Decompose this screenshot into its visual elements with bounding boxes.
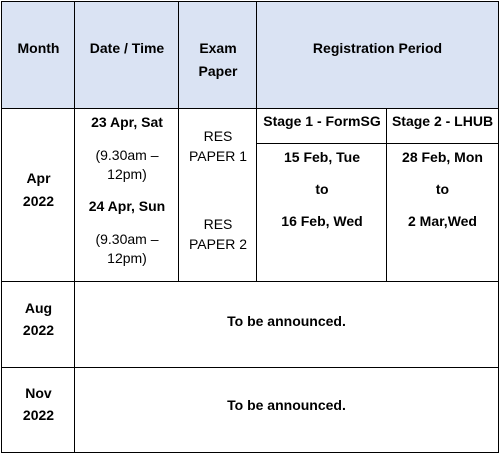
row-nov-month-line2: 2022 <box>22 407 55 423</box>
session-2-paper-line2: PAPER 2 <box>188 236 248 252</box>
stage-2-end: 2 Mar,Wed <box>408 213 477 229</box>
row-apr-month <box>2 108 75 282</box>
header-exam-paper <box>179 2 257 108</box>
session-2-time-line1: (9.30am – <box>95 231 159 247</box>
header-registration-period <box>257 2 498 108</box>
row-nov-month-line1: Nov <box>25 385 52 401</box>
row-aug-month <box>2 282 75 368</box>
stage-1-title: Stage 1 - FormSG <box>263 113 381 129</box>
row-nov-note-text: To be announced. <box>227 397 346 413</box>
row-apr-month-line1: Apr <box>26 170 51 186</box>
stage-1-to: to <box>315 181 329 197</box>
border-paper-col <box>256 1 257 282</box>
session-2-paper-line1: RES <box>203 216 233 232</box>
session-2-time-line2: 12pm) <box>107 250 147 266</box>
stage-2-to: to <box>435 181 450 197</box>
session-2-date: 24 Apr, Sun <box>88 198 166 214</box>
row-apr-exam-paper <box>179 108 257 282</box>
row-aug-note-text: To be announced. <box>227 313 346 329</box>
row-apr-date-time <box>75 108 179 282</box>
row-nov-note <box>75 368 498 452</box>
stage-2-cell <box>387 108 498 282</box>
border-right <box>498 1 499 453</box>
stage-2-start: 28 Feb, Mon <box>402 149 483 165</box>
header-exam-paper-line1: Exam <box>199 40 237 56</box>
header-month <box>2 2 75 108</box>
border-row2-bottom <box>1 367 499 368</box>
border-month-col <box>74 1 75 453</box>
session-1-paper-line1: RES <box>203 128 233 144</box>
row-nov-month <box>2 368 75 452</box>
header-month-label: Month <box>17 40 60 56</box>
border-stage-divider <box>256 143 499 144</box>
session-1-time-line1: (9.30am – <box>95 147 159 163</box>
header-date-time <box>75 2 179 108</box>
stage-1-start: 15 Feb, Tue <box>284 149 360 165</box>
session-1-paper-line2: PAPER 1 <box>188 148 248 164</box>
row-apr-month-line2: 2022 <box>22 193 55 209</box>
stage-1-cell <box>257 108 387 282</box>
border-header-bottom <box>1 108 499 109</box>
session-1-date: 23 Apr, Sat <box>91 114 163 130</box>
border-row1-bottom <box>1 281 499 282</box>
row-aug-month-line1: Aug <box>24 300 53 316</box>
row-aug-note <box>75 282 498 368</box>
border-date-col <box>178 1 179 282</box>
border-left <box>1 1 2 453</box>
header-registration-period-label: Registration Period <box>312 40 443 56</box>
header-exam-paper-line2: Paper <box>198 63 238 79</box>
border-stage-col <box>386 108 387 282</box>
session-1-time-line2: 12pm) <box>107 166 147 182</box>
row-aug-month-line2: 2022 <box>22 322 55 338</box>
stage-2-title: Stage 2 - LHUB <box>391 113 494 129</box>
border-top <box>1 1 499 2</box>
header-date-time-label: Date / Time <box>89 40 165 56</box>
border-bottom <box>1 452 499 453</box>
stage-1-end: 16 Feb, Wed <box>281 213 363 229</box>
